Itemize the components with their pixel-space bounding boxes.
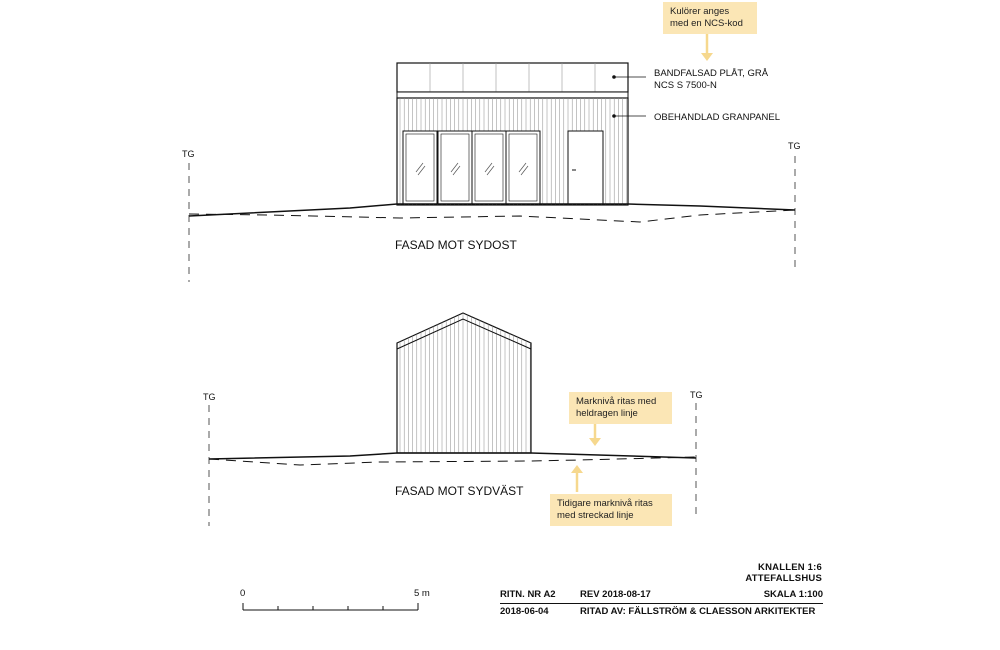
callout-arrowhead-solid	[589, 438, 601, 446]
roof-fascia	[397, 63, 628, 92]
drawn-by: RITAD AV: FÄLLSTRÖM & CLAESSON ARKITEKTER	[580, 606, 816, 617]
elevation-title-2: FASAD MOT SYDVÄST	[395, 484, 524, 498]
callout-arrowhead-colors	[701, 53, 713, 61]
tg-label-left-2: TG	[203, 392, 216, 402]
roof-note-line2: NCS S 7500-N	[654, 80, 717, 91]
callout-ground-solid	[569, 392, 672, 424]
glass-door-panel	[403, 131, 437, 204]
building-sydost	[397, 63, 628, 205]
entrance-door	[568, 131, 603, 204]
roof-trim	[397, 92, 628, 98]
roof-note-line1: BANDFALSAD PLÅT, GRÅ	[654, 68, 769, 79]
glass-door-panel	[438, 131, 472, 204]
drawing-number: RITN. NR A2	[500, 589, 556, 600]
glass-door-panel	[472, 131, 506, 204]
callout-colors	[663, 2, 757, 34]
scale-end-label: 5 m	[414, 588, 430, 599]
scale-start-label: 0	[240, 588, 246, 599]
revision: REV 2018-08-17	[580, 589, 651, 600]
project-type: ATTEFALLSHUS	[745, 573, 822, 584]
callout-ground-solid-line2: heldragen linje	[576, 408, 638, 419]
scale-bar	[240, 588, 430, 610]
elevation-title-1: FASAD MOT SYDOST	[395, 238, 517, 252]
callout-colors-line1: Kulörer anges	[670, 6, 730, 17]
callout-colors-line2: med en NCS-kod	[670, 18, 743, 29]
ground-level-dashed-2	[209, 457, 696, 465]
glass-door-panel	[506, 131, 540, 204]
gable-wall	[397, 313, 531, 453]
tg-label-right-1: TG	[788, 141, 801, 151]
elevation-sydost	[182, 32, 801, 282]
wall-note: OBEHANDLAD GRANPANEL	[654, 112, 780, 123]
tg-label-right-2: TG	[690, 390, 703, 400]
callout-arrowhead-dashed	[571, 465, 583, 473]
building-sydvast	[397, 310, 531, 453]
glass-door-group	[403, 131, 540, 204]
tg-label-left-1: TG	[182, 149, 195, 159]
callout-ground-dashed-line2: med streckad linje	[557, 510, 634, 521]
title-block-project	[745, 562, 822, 584]
ground-level-solid-2	[209, 453, 696, 459]
ground-level-solid-1	[189, 204, 795, 216]
callout-ground-solid-line1: Marknivå ritas med	[576, 396, 657, 407]
callout-ground-dashed	[550, 494, 672, 526]
callout-ground-dashed-line1: Tidigare marknivå ritas	[557, 498, 653, 509]
drawing-date: 2018-06-04	[500, 606, 549, 617]
drawing-scale: SKALA 1:100	[763, 589, 823, 600]
project-name: KNALLEN 1:6	[758, 562, 822, 573]
title-block-divider	[500, 603, 823, 604]
